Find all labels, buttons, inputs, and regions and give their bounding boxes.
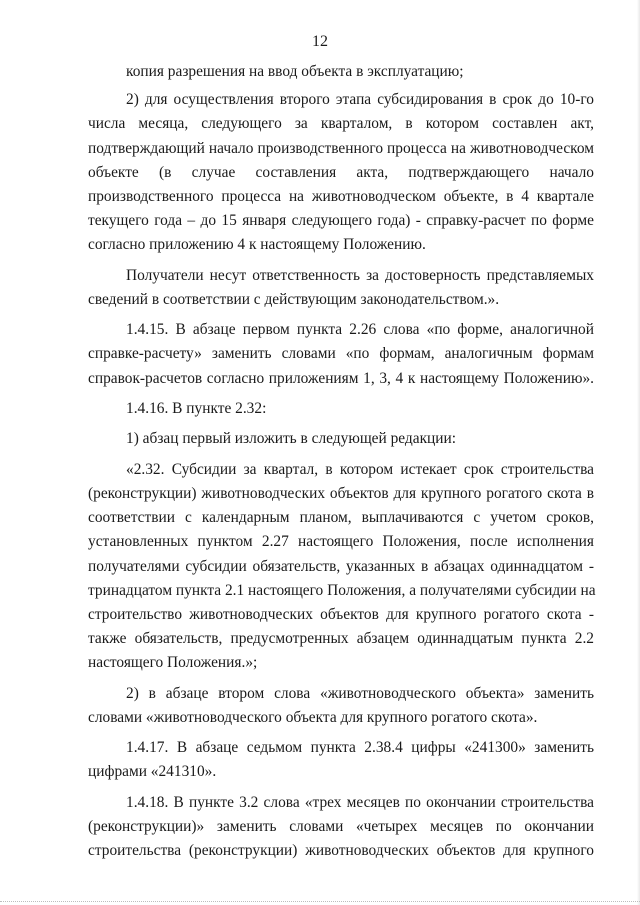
document-body <box>88 60 594 863</box>
text-line: текущего года – до 15 января следующего года) - справку-расчет по форме <box>88 212 594 230</box>
text-line: справке-расчету» заменить словами «по формам, аналогичным формам <box>88 345 594 363</box>
text-line: (реконструкции) животноводческих объектов для крупного рогатого скота в <box>88 484 594 502</box>
text-line: строительства (реконструкции) животноводческих объектов для крупного <box>88 842 594 860</box>
text-line: числа месяца, следующего за кварталом, в котором составлен акт, <box>88 115 594 133</box>
text-line: объекте (в случае составления акта, подтверждающего начало <box>88 163 594 181</box>
text-line: получателями субсидии обязательств, указанных в абзацах одиннадцатом - <box>88 557 594 575</box>
text-line: Получатели несут ответственность за достоверность представляемых <box>126 266 594 284</box>
text-line: справок-расчетов согласно приложениям 1, 3, 4 к настоящему Положению». <box>88 369 594 387</box>
text-line: 1) абзац первый изложить в следующей редакции: <box>126 430 457 448</box>
text-line: копия разрешения на ввод объекта в эксплуатацию; <box>126 63 464 80</box>
text-line: 1.4.16. В пункте 2.32: <box>126 400 267 417</box>
text-line: 2) в абзаце втором слова «животноводческого объекта» заменить <box>126 684 594 702</box>
text-line: строительство животноводческих объектов для крупного рогатого скота - <box>88 605 594 623</box>
text-line: цифрами «241310». <box>88 763 217 781</box>
text-line: тринадцатом пункта 2.1 настоящего Положения, а получателями субсидии на <box>88 581 596 599</box>
text-line: (реконструкции)» заменить словами «четырех месяцев по окончании <box>88 817 594 835</box>
text-line: настоящего Положения.»; <box>88 654 258 672</box>
text-line: также обязательств, предусмотренных абзацем одиннадцатым пункта 2.2 <box>88 630 594 648</box>
text-line: производственного процесса на животноводческом объекте, в 4 квартале <box>88 187 594 205</box>
text-line: сведений в соответствии с действующим законодательством.». <box>88 290 500 308</box>
text-line: словами «животноводческого объекта для крупного рогатого скота». <box>88 708 538 726</box>
text-line: согласно приложению 4 к настоящему Положению. <box>88 236 426 254</box>
text-line: соответствии с календарным планом, выплачиваются с учетом сроков, <box>88 509 594 527</box>
bottom-scan-line <box>0 901 640 903</box>
text-line: 1.4.15. В абзаце первом пункта 2.26 слова «по форме, аналогичной <box>126 321 594 339</box>
text-line: установленных пунктом 2.27 настоящего Положения, после исполнения <box>88 533 594 551</box>
page-number: 12 <box>312 33 328 50</box>
text-line: «2.32. Субсидии за квартал, в котором истекает срок строительства <box>126 460 594 478</box>
text-line: 1.4.17. В абзаце седьмом пункта 2.38.4 цифры «241300» заменить <box>126 739 594 757</box>
text-line: 1.4.18. В пункте 3.2 слова «трех месяцев по окончании строительства <box>126 793 594 811</box>
text-line: подтверждающий начало производственного процесса на животноводческом <box>88 139 594 157</box>
text-line: 2) для осуществления второго этапа субсидирования в срок до 10-го <box>126 91 594 109</box>
